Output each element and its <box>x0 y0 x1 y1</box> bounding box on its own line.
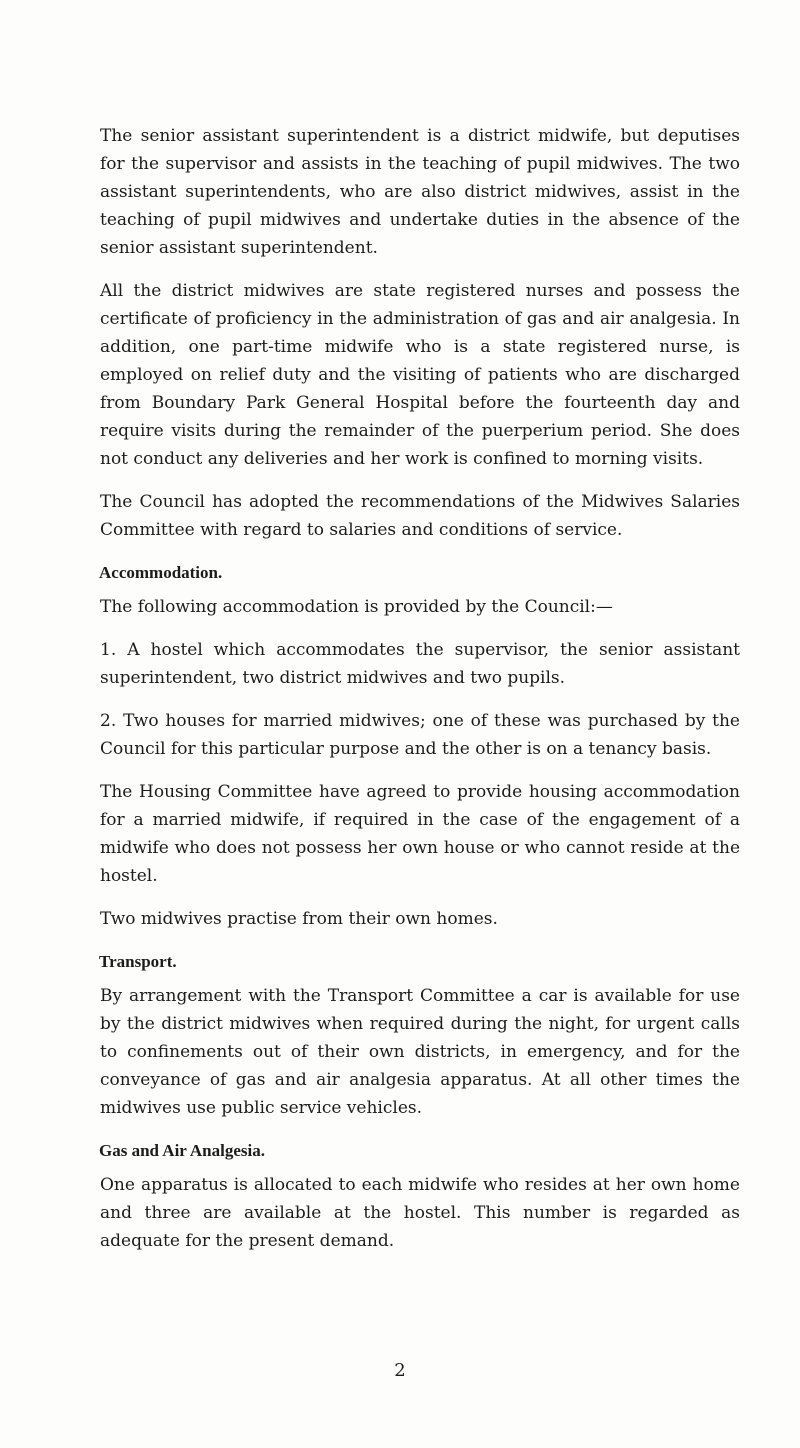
page-number: 2 <box>394 1360 406 1381</box>
paragraph-housing-committee: The Housing Committee have agreed to provide housing accommodation for a married midwife, if required in the case of the engagement of a midwife who does not possess her own house or who cannot reside at the hostel. <box>100 782 740 886</box>
paragraph-text: The senior assistant superintendent is a district midwife, but deputises for the supervisor and assists in the teaching of pupil midwives. The two assistant superintendents, who are also district midwives, assist in the teaching of pupil midwives and undertake duties in the absence of the senior assistant superintendent. <box>100 126 740 258</box>
paragraph-transport: By arrangement with the Transport Committee a car is available for use by the district midwives when required during the night, for urgent calls to confinements out of their own districts, in emergency, and for the conveyance of gas and air analgesia apparatus. At all other times the midwives use public service vehicles. <box>100 986 740 1118</box>
heading-accommodation: Accommodation. <box>99 563 223 582</box>
document-body <box>100 94 740 1255</box>
list-item-houses: 2. Two houses for married midwives; one of these was purchased by the Council for this particular purpose and the other is on a tenancy basis. <box>100 711 740 759</box>
paragraph-senior-assistant <box>100 94 740 262</box>
paragraph-own-homes: Two midwives practise from their own homes. <box>100 909 498 929</box>
paragraph-district-midwives <box>100 277 740 473</box>
paragraph-gas-air: One apparatus is allocated to each midwife who resides at her own home and three are available at the hostel. This number is regarded as adequate for the present demand. <box>100 1175 740 1251</box>
heading-gas-air-analgesia: Gas and Air Analgesia. <box>99 1141 265 1160</box>
heading-transport: Transport. <box>99 952 177 971</box>
paragraph-council-salaries <box>100 488 740 544</box>
paragraph-text: The Council has adopted the recommendations of the Midwives Salaries Committee with regard to salaries and conditions of service. <box>100 492 740 540</box>
paragraph-accommodation-intro: The following accommodation is provided by the Council:— <box>100 597 613 617</box>
list-item-hostel: 1. A hostel which accommodates the supervisor, the senior assistant superintendent, two district midwives and two pupils. <box>100 640 740 688</box>
paragraph-text: All the district midwives are state registered nurses and possess the certificate of proficiency in the administration of gas and air analgesia. In addition, one part-time midwife who is a state registered nurse, is employed on relief duty and the visiting of patients who are discharged from Boundary Park General Hospital before the fourteenth day and require visits during the remainder of the puerperium period. She does not conduct any deliveries and her work is confined to morning visits. <box>100 281 740 469</box>
